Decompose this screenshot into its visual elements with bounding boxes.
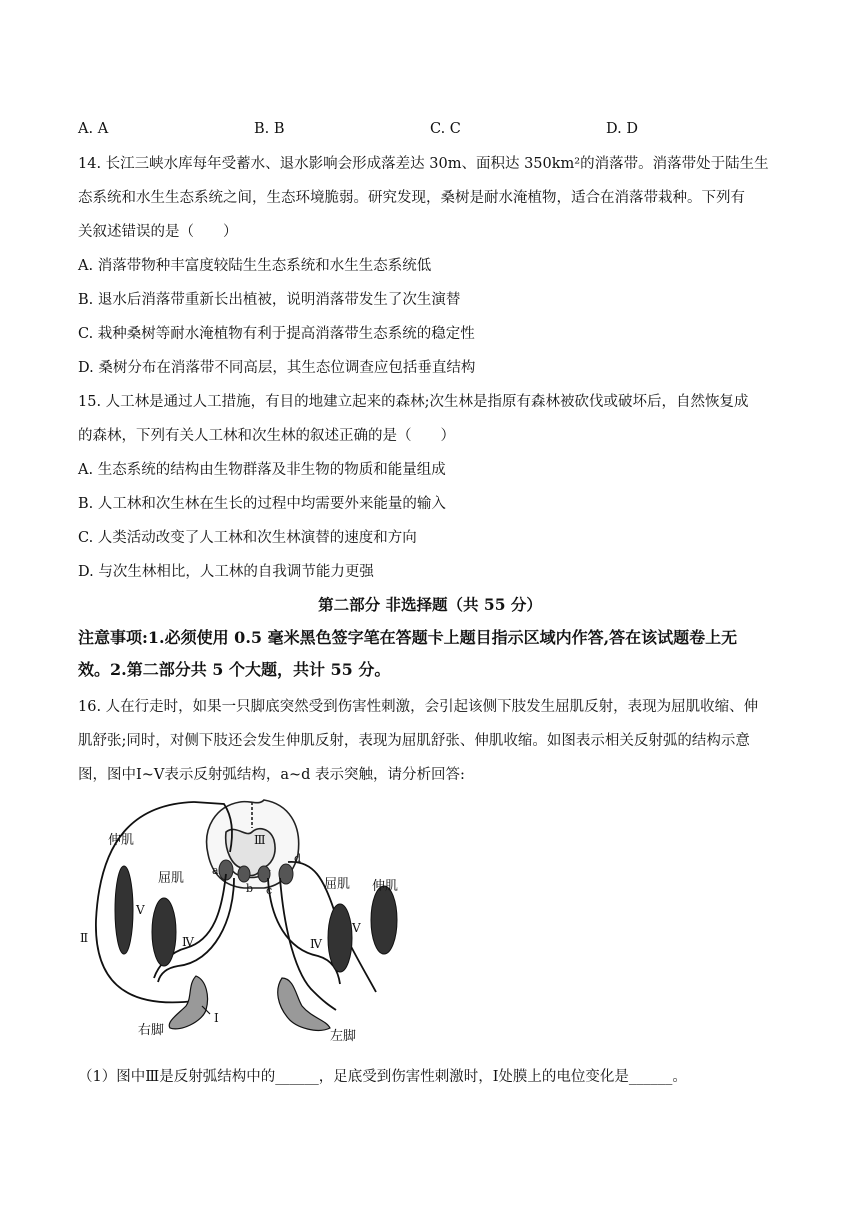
label-a: a	[212, 864, 219, 877]
feet	[169, 976, 330, 1030]
label-IV-right: Ⅳ	[310, 937, 322, 951]
notice-line-2: 效。2.第二部分共 5 个大题，共计 55 分。	[78, 660, 391, 679]
q16-subquestion-1: （1）图中Ⅲ是反射弧结构中的______，足底受到伤害性刺激时，Ⅰ处膜上的电位变化是______。	[78, 1069, 687, 1085]
option-b: B. B	[254, 121, 285, 137]
q15-option-b: B. 人工林和次生林在生长的过程中均需要外来能量的输入	[78, 496, 446, 512]
reflex-arc-figure	[74, 770, 414, 1058]
notice-line-1: 注意事项:1.必须使用 0.5 毫米黑色签字笔在答题卡上题目指示区域内作答,答在该试题卷上无	[78, 628, 738, 647]
label-d: d	[294, 852, 302, 865]
q16-stem-line-1: 16. 人在行走时，如果一只脚底突然受到伤害性刺激，会引起该侧下肢发生屈肌反射，表现为屈肌收缩、伸	[78, 699, 759, 715]
q14-option-d: D. 桑树分布在消落带不同高层，其生态位调查应包括垂直结构	[78, 360, 476, 376]
q14-stem-line-3: 关叙述错误的是（ ）	[78, 224, 238, 240]
q14-option-b: B. 退水后消落带重新长出植被，说明消落带发生了次生演替	[78, 292, 461, 308]
q15-stem-line-2: 的森林，下列有关人工林和次生林的叙述正确的是（ ）	[78, 428, 455, 444]
label-III: Ⅲ	[254, 833, 266, 847]
q14-stem-line-2: 态系统和水生生态系统之间，生态环境脆弱。研究发现，桑树是耐水淹植物，适合在消落带栽种。下列有	[78, 190, 745, 206]
part2-heading: 第二部分 非选择题（共 55 分）	[318, 595, 542, 614]
label-flexor-right: 屈肌	[324, 877, 351, 892]
label-II: Ⅱ	[80, 931, 89, 945]
label-right-foot: 右脚	[138, 1023, 165, 1038]
q14-option-c: C. 栽种桑树等耐水淹植物有利于提高消落带生态系统的稳定性	[78, 326, 475, 342]
label-left-foot: 左脚	[330, 1029, 357, 1044]
option-c: C. C	[430, 121, 461, 137]
q16-stem-line-2: 肌舒张;同时，对侧下肢还会发生伸肌反射，表现为屈肌舒张、伸肌收缩。如图表示相关反射弧的结构示意	[78, 733, 750, 749]
label-I: Ⅰ	[214, 1011, 219, 1025]
q15-option-c: C. 人类活动改变了人工林和次生林演替的速度和方向	[78, 530, 417, 546]
left-flexor-muscle	[152, 898, 176, 966]
right-extensor-muscle	[371, 886, 397, 954]
label-c: c	[266, 884, 273, 897]
label-b: b	[246, 882, 254, 895]
label-extensor-left: 伸肌	[108, 833, 135, 848]
label-V-left: V	[136, 903, 145, 917]
left-extensor-muscle	[115, 866, 133, 954]
label-flexor-left: 屈肌	[158, 871, 185, 886]
q14-stem-line-1: 14. 长江三峡水库每年受蓄水、退水影响会形成落差达 30m、面积达 350km²的消落带。消落带处于陆生生	[78, 156, 769, 172]
right-flexor-muscle	[328, 904, 352, 972]
q15-stem-line-1: 15. 人工林是通过人工措施，有目的地建立起来的森林;次生林是指原有森林被砍伐或破坏后，自然恢复成	[78, 394, 749, 410]
label-extensor-right: 伸肌	[372, 879, 399, 894]
q15-option-d: D. 与次生林相比，人工林的自我调节能力更强	[78, 564, 374, 580]
label-IV-left: Ⅳ	[182, 935, 194, 949]
reflex-arc-diagram	[74, 770, 414, 1058]
q15-option-a: A. 生态系统的结构由生物群落及非生物的物质和能量组成	[78, 462, 446, 478]
option-a: A. A	[78, 121, 109, 137]
q14-option-a: A. 消落带物种丰富度较陆生生态系统和水生生态系统低	[78, 258, 432, 274]
q13-options	[78, 121, 784, 141]
q16-stem-line-3: 图，图中Ⅰ~Ⅴ表示反射弧结构，a~d 表示突触，请分析回答:	[78, 767, 465, 783]
left-foot-shape	[278, 978, 330, 1030]
option-d: D. D	[606, 121, 638, 137]
label-V-right: V	[352, 921, 361, 935]
